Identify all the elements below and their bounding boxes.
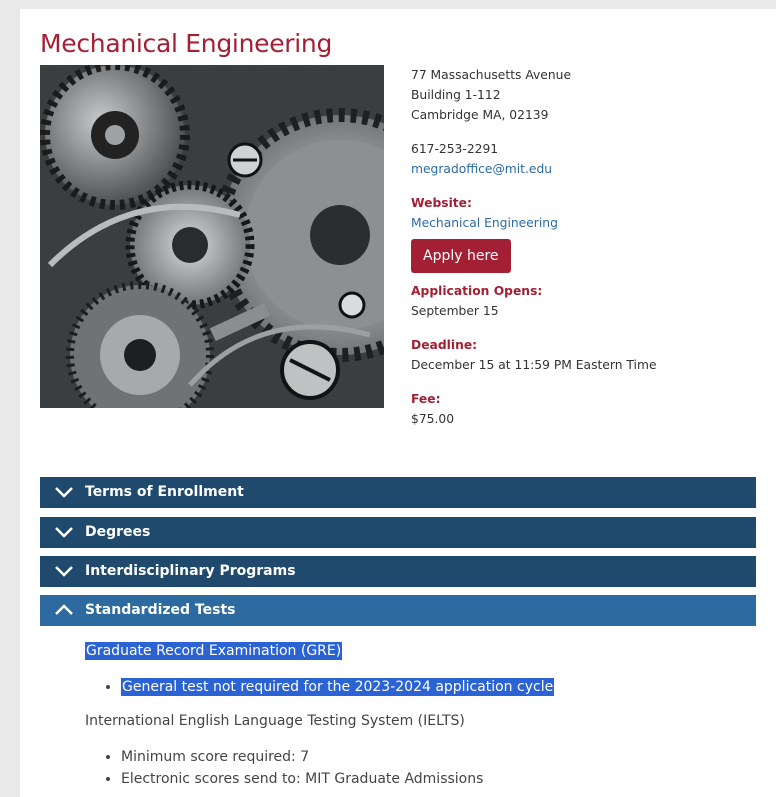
gre-item	[121, 676, 735, 698]
website-label: Website:	[411, 196, 472, 210]
deadline-value: December 15 at 11:59 PM Eastern Time	[411, 358, 657, 372]
email-link[interactable]: megradoffice@mit.edu	[411, 162, 553, 176]
phone-number: 617-253-2291	[411, 142, 499, 156]
accordion-degrees[interactable]	[40, 517, 756, 548]
apply-here-button[interactable]: Apply here	[411, 239, 511, 273]
fee-value: $75.00	[411, 412, 455, 426]
application-opens-value: September 15	[411, 304, 499, 318]
deadline-label: Deadline:	[411, 338, 478, 352]
standardized-tests-content	[85, 640, 735, 790]
fee-label: Fee:	[411, 392, 441, 406]
ielts-item: • Electronic scores send to: MIT Graduate Admissions	[121, 768, 735, 790]
gre-item-text: General test not required for the 2023-2024 application cycle	[122, 679, 554, 695]
address-line-1: 77 Massachusetts Avenue	[411, 68, 572, 82]
accordion-terms-of-enrollment[interactable]	[40, 477, 756, 508]
accordion-interdisciplinary-programs[interactable]	[40, 556, 756, 587]
chevron-up-icon	[54, 602, 74, 618]
application-opens-label: Application Opens:	[411, 284, 543, 298]
website-link[interactable]: Mechanical Engineering	[411, 216, 558, 230]
gre-heading: Graduate Record Examination (GRE)	[86, 643, 342, 659]
page-title: Mechanical Engineering	[40, 29, 333, 58]
ielts-heading: International English Language Testing System (IELTS)	[85, 713, 465, 729]
accordion-label: Terms of Enrollment	[85, 484, 244, 500]
address-line-2: Building 1-112	[411, 88, 501, 102]
accordion-label: Degrees	[85, 524, 151, 540]
accordion-label: Standardized Tests	[85, 602, 236, 618]
program-info	[411, 65, 751, 429]
gears-illustration	[40, 65, 384, 408]
accordion-standardized-tests[interactable]	[40, 595, 756, 626]
address-line-3: Cambridge MA, 02139	[411, 108, 549, 122]
ielts-item: • Minimum score required: 7	[121, 746, 735, 768]
chevron-down-icon	[54, 524, 74, 540]
accordion-label: Interdisciplinary Programs	[85, 563, 296, 579]
chevron-down-icon	[54, 563, 74, 579]
chevron-down-icon	[54, 484, 74, 500]
gears-photo	[40, 65, 384, 408]
